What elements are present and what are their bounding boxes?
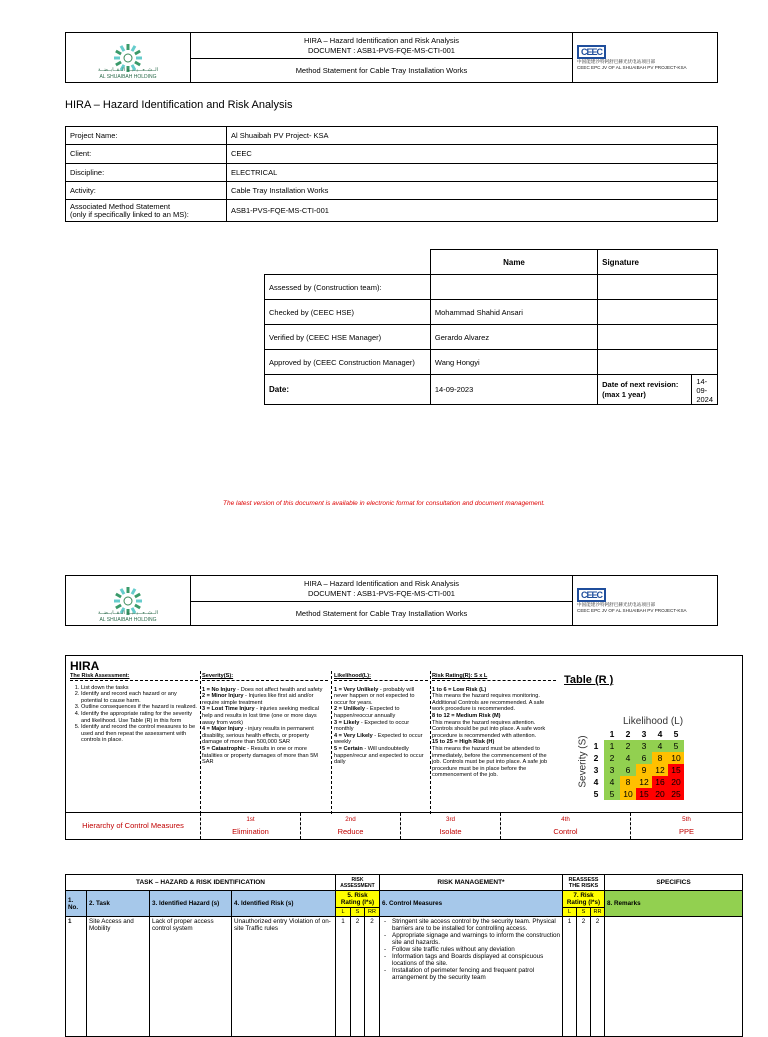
project-row — [66, 163, 718, 181]
hierarchy-label: Hierarchy of Control Measures — [66, 813, 201, 839]
matrix-cell: 9 — [636, 764, 652, 776]
matrix-cell: 5 — [668, 740, 684, 752]
table-r-title: Table (R ) — [564, 674, 614, 686]
likelihood-key: 4 = Very Likely — [334, 732, 373, 739]
hierarchy-level — [401, 813, 501, 839]
hierarchy-order: 3rd — [445, 816, 456, 823]
matrix-cell: 16 — [652, 776, 668, 788]
severity-key: 1 = No Injury — [202, 686, 236, 693]
col-reassess-rating-header: 7. Risk Rating (l*s) — [563, 891, 605, 908]
likelihood-item — [334, 720, 428, 733]
matrix-row-header: 3 — [593, 765, 599, 775]
matrix-cell: 20 — [652, 788, 668, 800]
matrix-cell: 5 — [604, 788, 620, 800]
matrix-row-header: 4 — [593, 777, 599, 787]
row-rr2: 2 — [591, 917, 605, 1037]
severity-axis-label: Severity (S) — [577, 735, 589, 788]
assessment-step: 1. List down the tasks — [81, 685, 198, 692]
project-label: Discipline: — [66, 163, 227, 181]
project-label: Client: — [66, 145, 227, 163]
row-l2: 1 — [563, 917, 577, 1037]
hierarchy-order: 1st — [246, 816, 255, 823]
row-hazard: Lack of proper access control system — [150, 917, 232, 1037]
project-value: ELECTRICAL — [227, 163, 718, 181]
severity-item — [202, 726, 328, 746]
likelihood-heading: Likelihood(L): — [334, 673, 428, 681]
rating-item — [432, 713, 556, 739]
header-title: HIRA – Hazard Identification and Risk Analysis — [303, 35, 460, 45]
ceec-logo — [573, 33, 718, 83]
severity-heading: Severity(S): — [202, 673, 328, 681]
project-row — [66, 127, 718, 145]
specifics-header: SPECIFICS — [605, 875, 743, 891]
matrix-row-header: 5 — [593, 789, 599, 799]
name-column-header: Name — [430, 250, 597, 275]
assessment-step: 5. Identify and record the control measures to be used and then repeat the assessment with controls in place. — [81, 724, 198, 744]
risk-assessment-steps — [70, 673, 198, 744]
header-subtitle: Method Statement for Cable Tray Installation Works — [191, 602, 573, 626]
matrix-cell: 12 — [652, 764, 668, 776]
document-header — [65, 32, 718, 83]
rating-item — [432, 687, 556, 713]
approval-role: Verified by (CEEC HSE Manager) — [265, 325, 431, 350]
likelihood-desc: - probably will never happen or not expected to occur for years. — [334, 686, 415, 706]
ceec-logo — [573, 576, 718, 626]
col-s: S — [351, 908, 365, 917]
project-row — [66, 200, 718, 222]
row-risk: Unauthorized entry Violation of on-site Traffic rules — [232, 917, 336, 1037]
ceec-logo-mark: CEEC — [577, 588, 606, 602]
col-no-header: 1. No. — [66, 891, 87, 917]
date-label: Date: — [265, 375, 431, 405]
rating-key: 8 to 12 = Medium Risk (M) — [432, 712, 501, 719]
likelihood-item — [334, 706, 428, 719]
likelihood-item — [334, 733, 428, 746]
matrix-cell: 10 — [620, 788, 636, 800]
likelihood-desc: - Expected to occur monthly — [334, 719, 410, 733]
matrix-cell: 25 — [668, 788, 684, 800]
header-document-id: DOCUMENT : ASB1-PVS-FQE-MS-CTI-001 — [308, 588, 455, 598]
severity-desc: - injuries seeking medical help and results in lost time (one or more days away from work) — [202, 706, 319, 726]
project-label: Project Name: — [66, 127, 227, 145]
matrix-cell: 15 — [668, 764, 684, 776]
approval-signature — [598, 275, 718, 300]
hierarchy-name: PPE — [678, 826, 694, 836]
approval-row — [265, 300, 718, 325]
matrix-cell: 15 — [636, 788, 652, 800]
likelihood-desc: - Expected to occur weekly — [334, 732, 423, 746]
matrix-cell: 2 — [604, 752, 620, 764]
approval-name: Mohammad Shahid Ansari — [430, 300, 597, 325]
project-info-table — [65, 126, 718, 222]
approval-role: Checked by (CEEC HSE) — [265, 300, 431, 325]
severity-key: 3 = Lost Time Injury — [202, 706, 255, 713]
col-l: L — [336, 908, 351, 917]
matrix-cell: 3 — [604, 764, 620, 776]
severity-desc: - Does not affect health and safety — [235, 686, 323, 693]
matrix-col-header: 1 — [609, 729, 615, 739]
approval-signature — [598, 350, 718, 375]
project-value: ASB1-PVS-FQE-MS-CTI-001 — [227, 200, 718, 222]
matrix-cell: 10 — [668, 752, 684, 764]
hierarchy-name: Control — [553, 826, 578, 836]
likelihood-desc: - Will undoubtedly happen/recur and expected to occur daily — [334, 745, 424, 766]
matrix-cell: 2 — [620, 740, 636, 752]
approval-name — [430, 275, 597, 300]
ceec-english-name: CEEC EPC JV OF AL SHUAIBAH PV PROJECT-KSA — [577, 607, 687, 613]
col-control-measures-header: 6. Control Measures — [380, 891, 563, 917]
hierarchy-level — [631, 813, 743, 839]
date-value: 14-09-2023 — [430, 375, 597, 405]
assessment-step: 3. Outline consequences if the hazard is realized. — [81, 704, 198, 711]
risk-assessment-heading: The Risk Assessment: — [70, 673, 198, 681]
matrix-col-header: 3 — [641, 729, 647, 739]
page-heading: HIRA – Hazard Identification and Risk Analysis — [65, 99, 293, 111]
col-risk-rating-header: 5. Risk Rating (l*s) — [336, 891, 380, 908]
header-title-cell — [191, 576, 573, 602]
severity-item — [202, 687, 328, 694]
severity-desc: - injury results in permanent disability, serious health effects, or property damage of more than 500,000 SAR — [202, 726, 314, 746]
severity-legend — [202, 673, 328, 766]
severity-item — [202, 746, 328, 766]
hierarchy-name: Elimination — [232, 826, 269, 836]
row-remarks — [605, 917, 743, 1037]
matrix-cell: 12 — [636, 776, 652, 788]
severity-desc: - Injuries like first aid and/or require simple treatment — [202, 693, 314, 706]
ceec-chinese-name: 中国能建沙特阿舒巴赫光伏电站项目部 — [577, 601, 656, 607]
approval-signature — [598, 325, 718, 350]
row-control-measures — [380, 917, 563, 1037]
approval-row — [265, 275, 718, 300]
matrix-cell: 8 — [652, 752, 668, 764]
logo-text-arabic: الــشــعـــيــبــة الــقــابــضــة — [97, 610, 159, 616]
hierarchy-order: 4th — [561, 816, 570, 823]
severity-key: 5 = Catastrophic — [202, 745, 246, 752]
likelihood-key: 2 = Unlikely — [334, 706, 365, 713]
hierarchy-level — [201, 813, 301, 839]
document-notice: The latest version of this document is available in electronic format for consultation and document management. — [223, 500, 545, 507]
likelihood-desc: - Expected to happen/reoccur annually — [334, 706, 400, 719]
ceec-chinese-name: 中国能建沙特阿舒巴赫光伏电站项目部 — [577, 58, 656, 64]
hierarchy-of-control — [65, 813, 743, 840]
rating-desc: This means the hazard must be attended to immediately, before the commencement of the job. Controls must be put into place. A safe job procedure must be in place before the commencement of the job. — [432, 745, 548, 779]
control-measure: - Appropriate signage and warnings to inform the construction site and hazards. — [392, 932, 560, 946]
severity-item — [202, 706, 328, 726]
hierarchy-level — [501, 813, 631, 839]
likelihood-legend — [334, 673, 428, 766]
hierarchy-order: 5th — [682, 816, 691, 823]
header-document-id: DOCUMENT : ASB1-PVS-FQE-MS-CTI-001 — [308, 45, 455, 55]
project-label — [66, 200, 227, 222]
approval-table — [264, 249, 718, 405]
header-title-cell — [191, 33, 573, 59]
matrix-cell: 6 — [620, 764, 636, 776]
row-l: 1 — [336, 917, 351, 1037]
col-hazard-header: 3. Identified Hazard (s) — [150, 891, 232, 917]
assessment-step: 2. Identify and record each hazard or any potential to cause harm. — [81, 691, 198, 704]
project-value: CEEC — [227, 145, 718, 163]
project-row — [66, 181, 718, 199]
task-group-header: TASK – HAZARD & RISK IDENTIFICATION — [66, 875, 336, 891]
likelihood-key: 1 = Very Unlikely — [334, 686, 379, 693]
approval-row — [265, 350, 718, 375]
approval-name: Wang Hongyi — [430, 350, 597, 375]
risk-management-header: RISK MANAGEMENT* — [380, 875, 563, 891]
logo-text-english: AL SHUAIBAH HOLDING — [99, 617, 157, 623]
signature-column-header: Signature — [598, 250, 718, 275]
severity-key: 2 = Minor Injury — [202, 693, 244, 700]
likelihood-item — [334, 687, 428, 707]
risk-register-table — [65, 874, 743, 1037]
header-subtitle: Method Statement for Cable Tray Installation Works — [191, 59, 573, 83]
row-rr: 2 — [365, 917, 380, 1037]
control-measure: - Follow site traffic rules without any deviation — [392, 946, 560, 953]
hira-title: HIRA — [70, 659, 100, 673]
likelihood-item — [334, 746, 428, 766]
control-measure: - Stringent site access control by the security team. Physical barriers are to be installed for controlling access. — [392, 918, 560, 932]
approval-row — [265, 325, 718, 350]
col-remarks-header: 8. Remarks — [605, 891, 743, 917]
matrix-cell: 4 — [652, 740, 668, 752]
next-revision-value: 14-09-2024 — [692, 375, 718, 405]
row-s: 2 — [351, 917, 365, 1037]
hierarchy-name: Reduce — [337, 826, 364, 836]
control-measure: - Information tags and Boards displayed at conspicuous locations of the site. — [392, 953, 560, 967]
ceec-english-name: CEEC EPC JV OF AL SHUAIBAH PV PROJECT-KSA — [577, 64, 687, 70]
control-measure: - Installation of perimeter fencing and frequent patrol arrangement by the security team — [392, 967, 560, 981]
matrix-cell: 3 — [636, 740, 652, 752]
rating-key: 1 to 6 = Low Risk (L) — [432, 686, 487, 693]
company-logo — [66, 33, 191, 83]
matrix-cell: 20 — [668, 776, 684, 788]
matrix-col-header: 4 — [657, 729, 663, 739]
approval-name: Gerardo Alvarez — [430, 325, 597, 350]
company-logo — [66, 576, 191, 626]
matrix-cell: 4 — [604, 776, 620, 788]
project-row — [66, 145, 718, 163]
risk-assessment-header: RISK ASSESSMENT — [336, 875, 380, 891]
approval-role: Approved by (CEEC Construction Manager) — [265, 350, 431, 375]
project-value: Cable Tray Installation Works — [227, 181, 718, 199]
ms-label: Associated Method Statement — [70, 201, 171, 211]
matrix-cell: 6 — [636, 752, 652, 764]
assessment-step: 4. Identify the appropriate rating for the severity and likelihood. Use Table (R) in this form — [81, 711, 198, 724]
approval-signature — [598, 300, 718, 325]
header-title: HIRA – Hazard Identification and Risk Analysis — [303, 578, 460, 588]
col-rr: RR — [365, 908, 380, 917]
matrix-col-header: 2 — [625, 729, 631, 739]
table-row — [66, 917, 743, 1037]
matrix-col-header: 5 — [673, 729, 679, 739]
col-rr2: RR — [591, 908, 605, 917]
hira-guide-box — [65, 655, 743, 813]
rating-key: 15 to 25 = High Risk (H) — [432, 739, 495, 746]
col-s2: S — [577, 908, 591, 917]
reassess-header: REASSESS THE RISKS — [563, 875, 605, 891]
project-value: Al Shuaibah PV Project- KSA — [227, 127, 718, 145]
row-no: 1 — [66, 917, 87, 1037]
risk-rating-legend — [432, 673, 556, 779]
likelihood-key: 3 = Likely — [334, 719, 360, 726]
logo-text-english: AL SHUAIBAH HOLDING — [99, 74, 157, 80]
matrix-cell: 1 — [604, 740, 620, 752]
rating-item — [432, 739, 556, 779]
col-l2: L — [563, 908, 577, 917]
severity-item — [202, 693, 328, 706]
col-risk-header: 4. Identified Risk (s) — [232, 891, 336, 917]
rating-desc: This means the hazard requires attention. Controls should be put into place. A safe work procedure is recommended with attention. — [432, 719, 546, 739]
row-task: Site Access and Mobility — [87, 917, 150, 1037]
hierarchy-level — [301, 813, 401, 839]
likelihood-key: 5 = Certain — [334, 745, 363, 752]
matrix-cell: 4 — [620, 752, 636, 764]
row-s2: 2 — [577, 917, 591, 1037]
approval-role: Assessed by (Construction team): — [265, 275, 431, 300]
document-header-page2 — [65, 575, 718, 626]
project-label: Activity: — [66, 181, 227, 199]
matrix-cell: 8 — [620, 776, 636, 788]
ms-label-note: (only if specifically linked to an MS): — [70, 209, 189, 219]
risk-matrix — [588, 728, 684, 800]
severity-key: 4 = Major Injury — [202, 726, 244, 733]
logo-text-arabic: الــشــعـــيــبــة الــقــابــضــة — [97, 67, 159, 73]
hierarchy-name: Isolate — [439, 826, 462, 836]
rating-desc: This means the hazard requires monitoring. Additional Controls are recommended. A safe work procedure is recommended. — [432, 693, 545, 713]
risk-rating-heading: Risk Rating(R): S x L — [432, 673, 556, 681]
matrix-row-header: 1 — [593, 741, 599, 751]
severity-desc: - Results in one or more fatalities or property damages of more than 5M SAR — [202, 745, 318, 766]
matrix-row-header: 2 — [593, 753, 599, 763]
likelihood-axis-label: Likelihood (L) — [623, 716, 684, 727]
hierarchy-order: 2nd — [345, 816, 356, 823]
ceec-logo-mark: CEEC — [577, 45, 606, 59]
next-revision-label: Date of next revision: (max 1 year) — [598, 375, 692, 405]
col-task-header: 2. Task — [87, 891, 150, 917]
